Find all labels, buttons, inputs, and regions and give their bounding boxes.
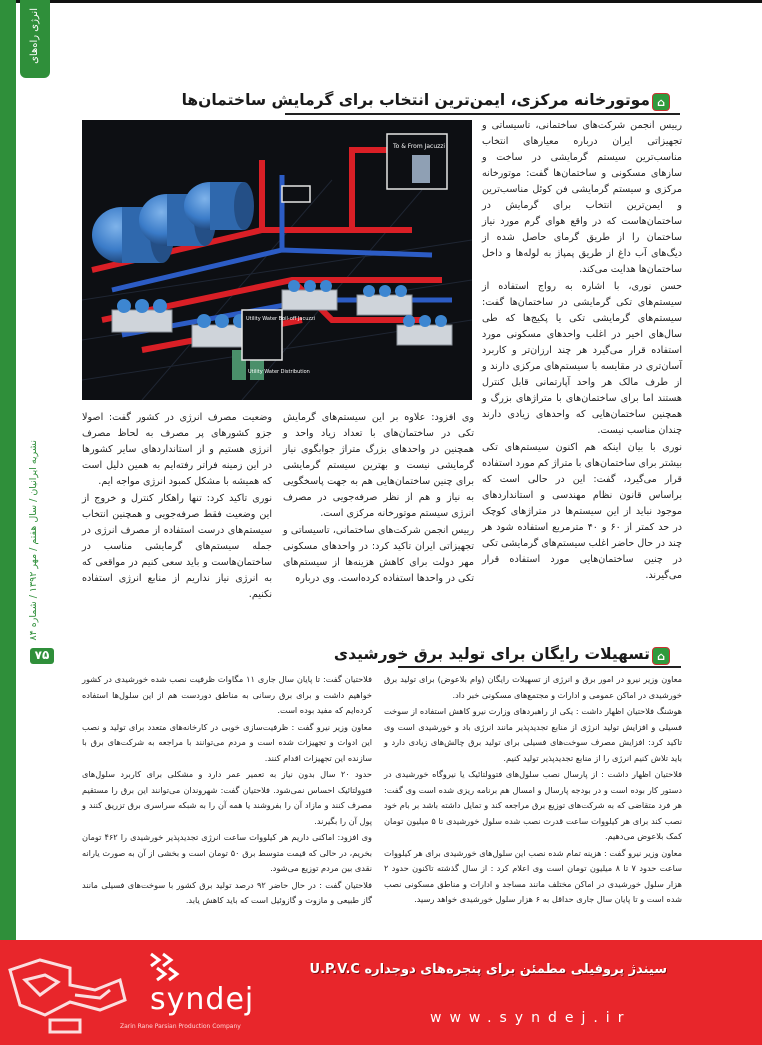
paragraph: معاون وزیر نیرو گفت : ظرفیت‌سازی خوبی در کارخانه‌های متعدد برای تولید و نصب این ادوات و تجهیزات شده است و مردم می‌توانند با مراجعه به شرکت‌های برق با سازنده این تجهیزات اقدام کنند.	[82, 721, 372, 763]
article2-title: تسهیلات رایگان برای تولید برق خورشیدی	[333, 645, 650, 663]
paragraph: فلاحتیان اظهار داشت : از پارسال نصب سلول‌های فتوولتائیک یا نیروگاه خورشیدی در دستور کار بوده است و در بودجه پارسال و امسال هم برنامه ریزی شده است وی گفت: هر فرد متقاضی که به شرکت‌های توزیع برق مراجعه کند و تمایل داشته باشد بر بام خود نصب کند برای هر کیلووات ساعت قدرت نصب شده سلول خورشیدی تا ۵ میلیون تومان کمک بلاعوض می‌دهیم.	[384, 769, 683, 841]
callout-boiloff-label: Utility Water Boil-off Jacuzzi	[246, 316, 316, 322]
section-tab-label: انرژی راه‌های	[29, 8, 40, 64]
paragraph: وضعیت مصرف انرژی در کشور گفت: اصولا جزو کشورهای پر مصرف به لحاظ مصرف انرژی هستیم و از استانداردهای سایر کشورها در این زمینه فراتر رفته‌ایم به همین دلیل است که همیشه با مشکل کمبود انرژی مواجه ایم.	[82, 412, 272, 487]
paragraph: هوشنگ فلاحتیان اظهار داشت : یکی از راهبردهای وزارت نیرو کاهش استفاده از سوخت فسیلی و افزایش تولید انرژی از منابع تجدیدپذیر مانند انرژی باد و خورشیدی است وی تاکید کرد: افزایش مصرف سوخت‌های فسیلی برای تولید برق چالش‌های زیادی دارد و باید تلاش کنیم انرژی را از منابع تجدیدپذیر تولید کنیم.	[384, 706, 682, 763]
issue-meta-text: نشریه ایرانیان / سال هفتم / مهر ۱۳۹۲ / شماره ۸۴	[28, 440, 39, 641]
window-profile-graphic	[0, 940, 140, 1045]
paragraph: رییس انجمن شرکت‌های ساختمانی، تاسیساتی و تجهیزاتی ایران درباره معیارهای انتخاب مناسب‌ترین سیستم گرمایشی در ساخت و سازهای مسکونی و ساختمان‌ها گفت: موتورخانه مرکزی و سیستم گرمایشی فن کوئل مناسب‌ترین و ایمن‌ترین انتخاب برای گرمایش در ساختمان‌هاست که در واقع هوای گرم مورد نیاز ساختمان را از طریق گرمای حاصل شده از دیگ‌های آب داغ از طریق پمپاژ به لوله‌ها و داخل ساختمان‌ها هدایت می‌کند.	[482, 120, 682, 275]
paragraph: رییس انجمن شرکت‌های ساختمانی، تاسیساتی و تجهیزاتی ایران تاکید کرد: در واحدهای مسکونی مهر دولت برای کاهش هزینه‌ها از سیستم‌های تکی در واحدها استفاده کرده‌است. وی درباره	[283, 525, 474, 584]
boiler-room-drawing	[82, 120, 472, 400]
brand-logo-text: syndej	[150, 982, 255, 1017]
paragraph: حسن نوری، با اشاره به رواج استفاده از سیستم‌های تکی گرمایشی در ساختمان‌ها گفت: سیستم‌های گرمایشی تکی یا پکیج‌ها که طی سال‌های اخیر در اغلب واحدهای مسکونی مورد استفاده قرار می‌گیرد هر چند ارزان‌تر و کاربرد آسان‌تری در مقایسه با سیستم‌های مرکزی دارند و از طرف مالک هر واحد آپارتمانی قابل کنترل هستند اما برای ساختمان‌های با متراژهای بزرگ و همچنین ساختمان‌هایی که واحدهای زیادی دارند چندان مناسب نیست.	[482, 281, 682, 436]
paragraph: نوری با بیان اینکه هم اکنون سیستم‌های تکی بیشتر برای ساختمان‌های با متراژ کم مورد استفاده قرار می‌گیرد، گفت: این در حالی است که براساس قانون نظام مهندسی و استانداردهای موجود نباید از این سیستم‌ها در متراژهای کوچک در حد کمتر از ۶۰ و ۴۰ مترمربع استفاده شود هر چند در حال حاضر اغلب سیستم‌های گرمایشی تکی در چنین ساختمان‌هایی مورد استفاده قرار می‌گیرند.	[482, 442, 683, 581]
footer-slogan: سیندژ پروفیلی مطمئن برای پنجره‌های دوجداره U.P.V.C	[309, 962, 667, 977]
footer-website-link[interactable]: www.syndej.ir	[430, 1010, 632, 1026]
article2-title-rule	[398, 666, 681, 668]
callout-distribution-label: Utility Water Distribution	[248, 369, 310, 375]
section-tab	[20, 0, 50, 78]
paragraph: نوری تاکید کرد: تنها راهکار کنترل و خروج از این وضعیت فقط صرفه‌جویی و همچنین انتخاب سیستم‌های درست استفاده از مصرف انرژی در جمله سیستم‌های گرمایشی مناسب در ساختمان‌هاست و باید سعی کنیم در مواقعی که به انرژی نیاز نداریم از منابع انرژی استفاده نکنیم.	[82, 493, 272, 600]
paragraph: وی افزود: علاوه بر این سیستم‌های گرمایش تکی در ساختمان‌های با تعداد زیاد واحد و همچنین در واحدهای بزرگ متراژ جوابگوی نیاز گرمایشی نیست و بهترین سیستم گرمایشی برای چنین ساختمان‌هایی هم به جهت پاسخگویی به نیاز و هم از نظر صرفه‌جویی در مصرف انرژی سیستم موتورخانه مرکزی است.	[283, 412, 474, 519]
brand-company-name: Zarin Rane Parsian Production Company	[120, 1023, 241, 1030]
paragraph: معاون وزیر نیرو گفت : هزینه تمام شده نصب این سلول‌های خورشیدی برای هر کیلووات ساعت حدود ۷ تا ۸ میلیون تومان است وی اعلام کرد : از سال گذشته تاکنون حدود ۲ هزار سلول خورشیدی در اماکن مختلف مانند مساجد و ادارات و مناطق مسکونی نصب شده است و تا پایان سال جاری حداقل به ۶ هزار سلول خورشیدی خواهد رسید.	[383, 847, 682, 904]
callout-jacuzzi-label: To & From Jacuzzi	[393, 143, 446, 150]
article1-col-left	[82, 410, 272, 604]
article1-col-mid	[283, 410, 474, 588]
article-icon: ⌂	[652, 93, 670, 111]
page-number: ۷۵	[30, 648, 54, 664]
paragraph: حدود ۲۰ سال بدون نیاز به تعمیر عمر دارد و مشکلی برای کاربرد سلول‌های فتوولتائیک احساس نمی‌شود. فلاحتیان گفت: شهروندان می‌توانند این برق را مستقیم مصرف کنند و مازاد آن را بفروشند یا همه آن را به شبکه سراسری برق تزریق کنند و پول آن را بگیرند.	[82, 769, 372, 826]
syndej-logo-icon	[145, 950, 185, 984]
paragraph: فلاحتیان گفت: تا پایان سال جاری ۱۱ مگاوات ظرفیت نصب شده خورشیدی در کشور خواهیم داشت و برای برق رسانی به مناطق دوردست هم از این سلول‌ها استفاده کرده‌ایم که مفید بوده است.	[82, 674, 372, 715]
issue-meta	[20, 440, 48, 660]
article-icon: ⌂	[652, 647, 670, 665]
article1-title: موتورخانه مرکزی، ایمن‌ترین انتخاب برای گرمایش ساختمان‌ها	[181, 91, 650, 109]
boiler-room-illustration	[82, 120, 472, 400]
article2-col-left	[82, 672, 372, 910]
side-band	[0, 0, 16, 1045]
paragraph: معاون وزیر نیرو در امور برق و انرژی از تسهیلات رایگان (وام بلاعوض) برای تولید برق خورشیدی در اماکن عمومی و ادارات و مجتمع‌های مسکونی خبر داد.	[384, 674, 682, 700]
paragraph: وی افزود: اماکنی داریم هر کیلووات ساعت انرژی تجدیدپذیر خورشیدی را ۴۶۲ تومان بخریم، در حالی که قیمت متوسط برق ۵۰ تومان است و بخشی از آن به صورت یارانه نقدی بین مردم توزیع می‌شود.	[82, 832, 373, 873]
article2-col-right	[384, 672, 682, 909]
top-rule	[0, 0, 762, 3]
article1-title-rule	[285, 113, 680, 115]
article1-col-right	[482, 118, 682, 585]
paragraph: فلاحتیان گفت : در حال حاضر ۹۲ درصد تولید برق کشور با سوخت‌های فسیلی مانند گاز طبیعی و مازوت و گازوئیل است که باید کاهش یابد.	[82, 879, 372, 905]
